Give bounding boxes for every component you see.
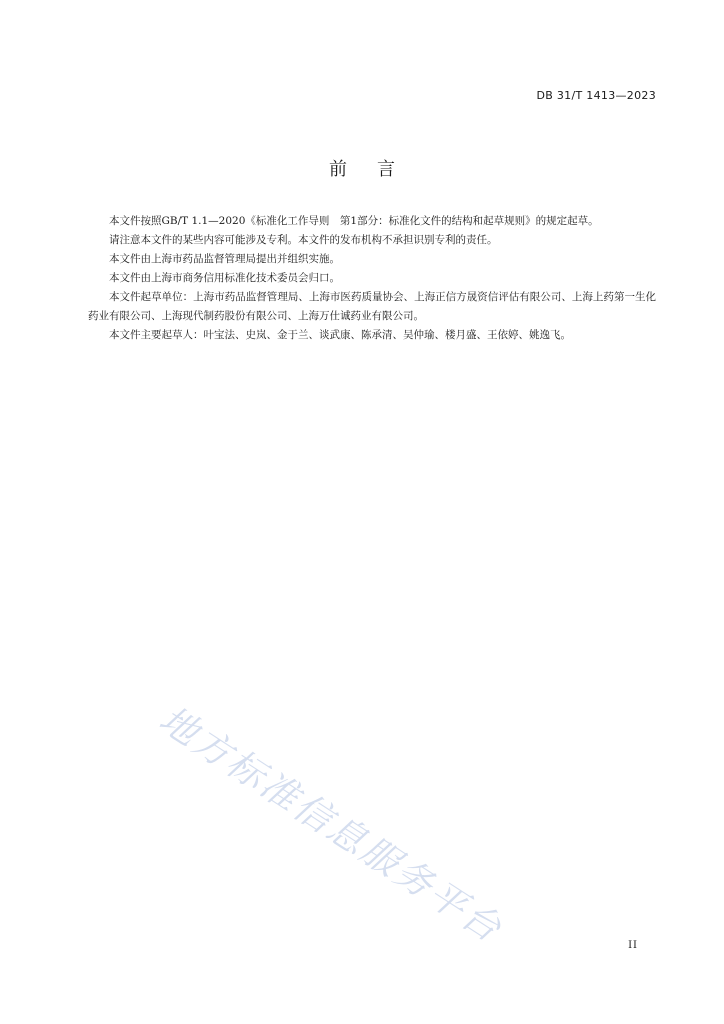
paragraph-patent-notice: 请注意本文件的某些内容可能涉及专利。本文件的发布机构不承担识别专利的责任。 — [109, 234, 498, 246]
page-title: 前言 — [329, 159, 425, 180]
paragraph-proposer: 本文件由上海市药品监督管理局提出并组织实施。 — [109, 253, 340, 265]
paragraph-drafting-units: 本文件起草单位：上海市药品监督管理局、上海市医药质量协会、上海正信方晟资信评估有限公司、上海上药第一生化药业有限公司、上海现代制药股份有限公司、上海万仕诚药业有限公司。 — [88, 291, 656, 322]
document-code: DB 31/T 1413—2023 — [536, 89, 656, 102]
paragraph-drafters: 本文件主要起草人：叶宝法、史岚、金于兰、谈武康、陈承清、吴仲瑜、楼月盛、王依婷、姚逸飞。 — [109, 329, 571, 341]
watermark: 地方标准信息服务平台 — [151, 697, 511, 952]
paragraph-drafting-rules: 本文件按照GB/T 1.1—2020《标准化工作导则 第1部分：标准化文件的结构和起草规则》的规定起草。 — [109, 215, 599, 227]
foreword-body — [88, 212, 656, 345]
paragraph-committee: 本文件由上海市商务信用标准化技术委员会归口。 — [109, 272, 340, 284]
page-number: II — [628, 940, 638, 951]
